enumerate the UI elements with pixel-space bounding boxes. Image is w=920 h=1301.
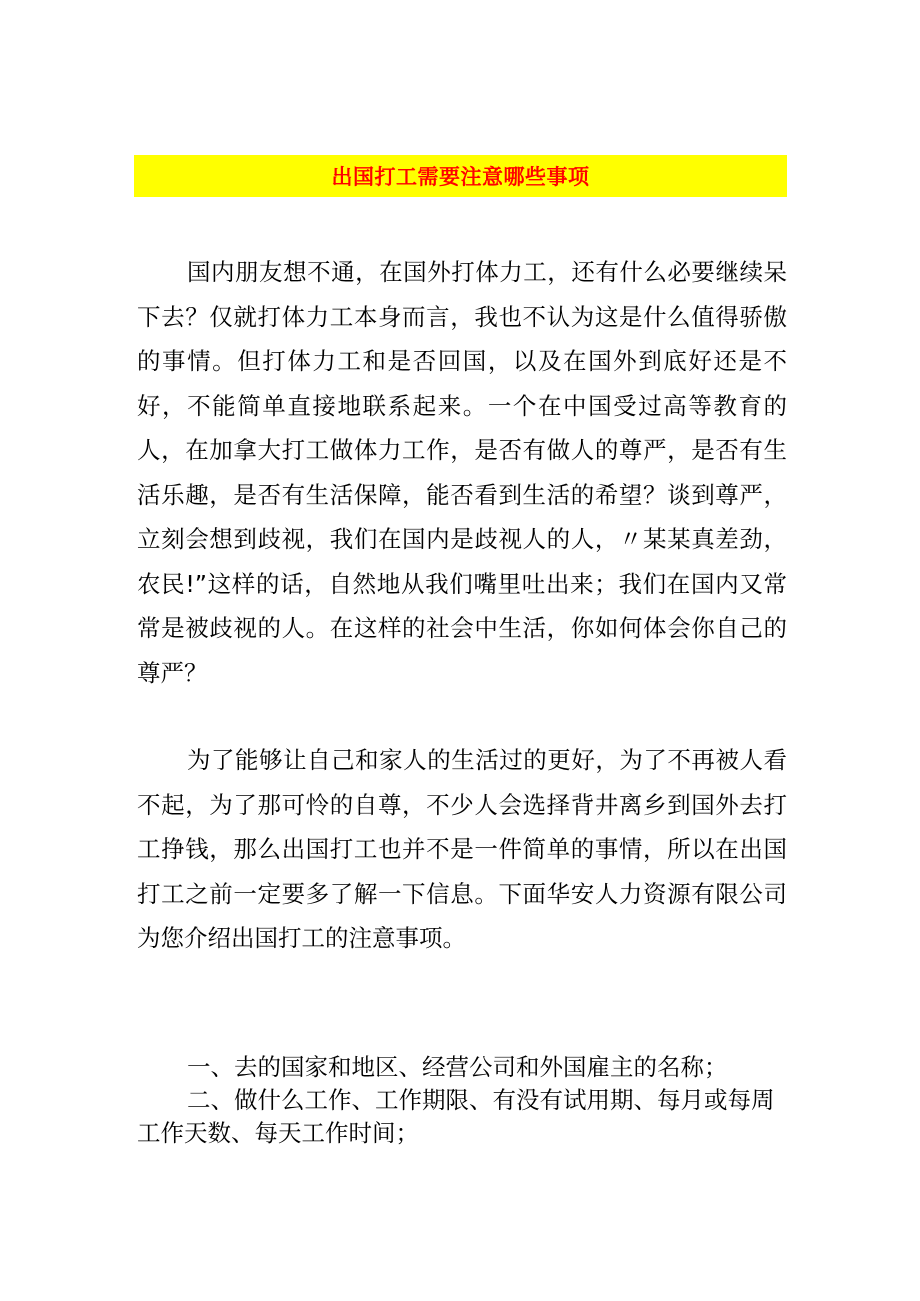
title-highlight-bar [134,155,787,197]
document-title: 出国打工需要注意哪些事项 [331,165,590,189]
paragraph-2: 为了能够让自己和家人的生活过的更好，为了不再被人看不起，为了那可怜的自尊，不少人会选择背井离乡到国外去打工挣钱，那么出国打工也并不是一件简单的事情，所以在出国打工之前一定要多了解一下信息。下面华安人力资源有限公司为您介绍出国打工的注意事项。 [137,746,787,952]
list-item-2: 二、做什么工作、工作期限、有没有试用期、每月或每周工作天数、每天工作时间； [137,1086,775,1147]
notice-list [137,1051,787,1150]
list-item-1: 一、去的国家和地区、经营公司和外国雇主的名称； [187,1053,728,1081]
paragraph-1: 国内朋友想不通，在国外打体力工，还有什么必要继续呆下去？仅就打体力工本身而言，我也不认为这是什么值得骄傲的事情。但打体力工和是否回国，以及在国外到底好还是不好，不能简单直接地联系起来。一个在中国受过高等教育的人，在加拿大打工做体力工作，是否有做人的尊严，是否有生活乐趣，是否有生活保障，能否看到生活的希望？谈到尊严，立刻会想到歧视，我们在国内是歧视人的人，〃某某真差劲，农民!”这样的话，自然地从我们嘴里吐出来；我们在国内又常常是被歧视的人。在这样的社会中生活，你如何体会你自己的尊严？ [137,258,787,687]
